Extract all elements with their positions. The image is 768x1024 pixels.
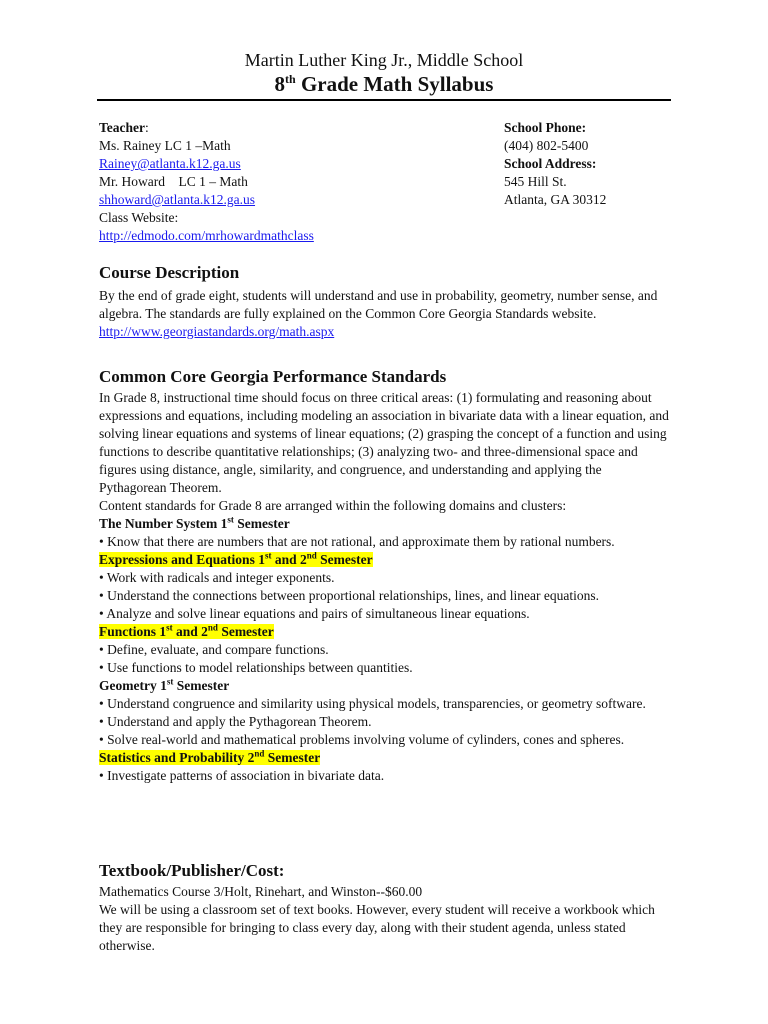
school-name: Martin Luther King Jr., Middle School	[244, 50, 524, 70]
address-line-1: 545 Hill St.	[504, 174, 567, 189]
textbook-body	[99, 883, 671, 955]
course-description-text: By the end of grade eight, students will understand and use in probability, geometry, number sense, and algebra. The standards are fully explained on the Common Core Georgia Standards website. http://www.georgiastandards.org/math.aspx	[99, 288, 658, 339]
textbook-note: We will be using a classroom set of text books. However, every student will receive a workbook which they are responsible for bringing to class every day, along with their student agenda, unless stated otherwise.	[99, 902, 655, 953]
standards-body	[99, 389, 671, 785]
title-superscript: th	[285, 72, 296, 86]
domain-list	[99, 515, 671, 785]
domain-heading: Geometry 1st Semester	[99, 676, 230, 693]
class-website-link[interactable]: http://edmodo.com/mrhowardmathclass	[99, 228, 314, 243]
standards-website-link[interactable]: http://www.georgiastandards.org/math.aspx	[99, 324, 335, 339]
teacher-2-email-link[interactable]: shhoward@atlanta.k12.ga.us	[99, 192, 256, 207]
teacher-1: Ms. Rainey LC 1 –Math	[99, 138, 231, 153]
domain-heading: Functions 1st and 2nd Semester	[99, 622, 274, 639]
standard-item: • Understand the connections between proportional relationships, lines, and linear equations.	[99, 588, 599, 603]
address-line-2: Atlanta, GA 30312	[504, 192, 607, 207]
domain-heading: Expressions and Equations 1st and 2nd Semester	[99, 550, 373, 567]
teacher-2: Mr. Howard LC 1 – Math	[99, 174, 248, 189]
standard-item: • Work with radicals and integer exponents.	[99, 570, 335, 585]
phone-number: (404) 802-5400	[504, 138, 589, 153]
domain-heading: Statistics and Probability 2nd Semester	[99, 748, 321, 765]
standards-heading: Common Core Georgia Performance Standards	[99, 367, 447, 386]
content-standards-line: Content standards for Grade 8 are arranged within the following domains and clusters:	[99, 498, 567, 513]
website-label: Class Website:	[99, 210, 179, 225]
teacher-1-email-link[interactable]: Rainey@atlanta.k12.ga.us	[99, 156, 241, 171]
page-title	[0, 72, 768, 97]
standards-intro: In Grade 8, instructional time should focus on three critical areas: (1) formulating and reasoning about expressions and equations, including modeling an association in bivariate data with a linear equation, and solving linear equations and systems of linear equations; (2) grasping the concept of a function and using functions to describe quantitative relationships; (3) analyzing two- and three-dimensional space and figures using distance, angle, similarity, and congruence, and understanding and applying the Pythagorean Theorem.	[99, 390, 669, 495]
standard-item: • Define, evaluate, and compare functions.	[99, 642, 329, 657]
standard-item: • Solve real-world and mathematical problems involving volume of cylinders, cones and spheres.	[99, 732, 625, 747]
header-rule	[97, 99, 671, 101]
standard-item: • Investigate patterns of association in bivariate data.	[99, 768, 385, 783]
phone-label: School Phone:	[504, 120, 587, 135]
standard-item: • Use functions to model relationships between quantities.	[99, 660, 413, 675]
standard-item: • Understand congruence and similarity using physical models, transparencies, or geometry software.	[99, 696, 646, 711]
domain-heading: The Number System 1st Semester	[99, 514, 290, 531]
standard-item: • Know that there are numbers that are not rational, and approximate them by rational numbers.	[99, 534, 615, 549]
title-grade: 8	[274, 72, 286, 96]
standard-item: • Analyze and solve linear equations and pairs of simultaneous linear equations.	[99, 606, 530, 621]
course-description-heading: Course Description	[99, 263, 240, 282]
textbook-line: Mathematics Course 3/Holt, Rinehart, and Winston--$60.00	[99, 884, 423, 899]
teacher-label: Teacher:	[99, 120, 149, 135]
standard-item: • Understand and apply the Pythagorean Theorem.	[99, 714, 372, 729]
address-label: School Address:	[504, 156, 597, 171]
title-text: Grade Math Syllabus	[295, 72, 494, 96]
textbook-heading: Textbook/Publisher/Cost:	[99, 861, 285, 880]
